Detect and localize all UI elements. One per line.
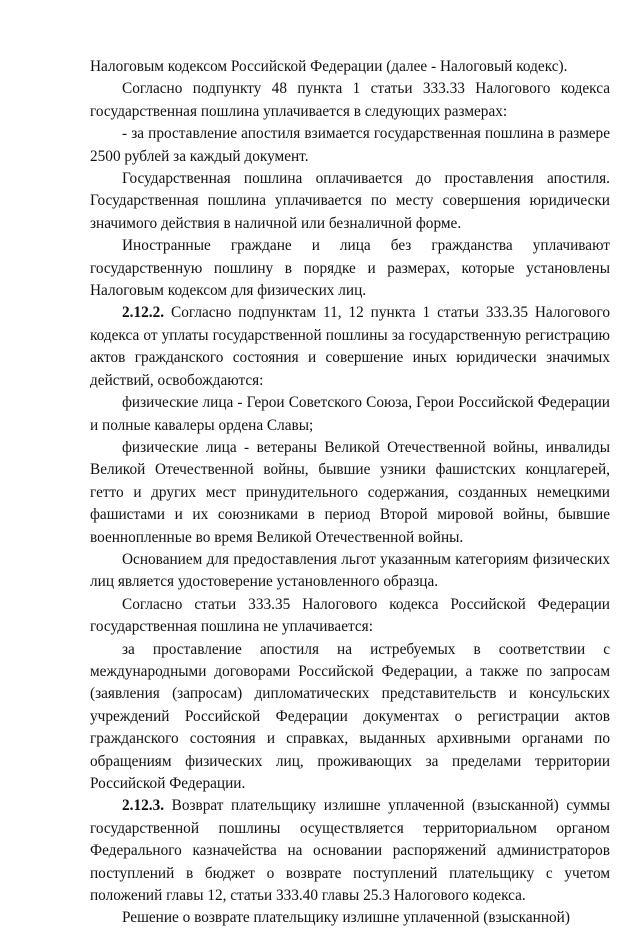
paragraph-text: Решение о возврате плательщику излишне уплаченной (взысканной)	[122, 909, 570, 927]
paragraph-8	[90, 437, 610, 549]
paragraph-10	[90, 594, 610, 639]
paragraph-text: Налоговым кодексом Российской Федерации (далее - Налоговый кодекс).	[90, 58, 568, 75]
paragraph-4	[90, 168, 610, 235]
paragraph-1	[90, 56, 610, 78]
paragraph-text: Основанием для предоставления льгот указанным категориям физических лиц является удостоверение установленного образца.	[90, 550, 610, 591]
paragraph-text: физические лица - Герои Советского Союза, Герои Российской Федерации и полные кавалеры ордена Славы;	[90, 394, 610, 434]
paragraph-7	[90, 392, 610, 437]
section-number: 2.12.2.	[122, 304, 165, 322]
paragraph-2	[90, 78, 610, 123]
paragraph-text: Возврат плательщику излишне уплаченной (взысканной) суммы государственной пошлины осуществляется территориальном органом Федерального казначейства на основании распоряжений администраторов поступлений в бюджет о возврате поступлений плательщику с учетом положений главы 12, статьи 333.40 главы 25.3 Налогового кодекса.	[90, 797, 610, 905]
paragraph-6	[90, 302, 610, 392]
paragraph-text: за проставление апостиля на истребуемых в соответствии с международными договорами Российской Федерации, а также по запросам (заявления (запросам) дипломатических представительств и консульских учреждений Российской Федерации документах о регистрации актов гражданского состояния и справках, выданных архивными органами по обращениям физических лиц, проживающих за пределами территории Российской Федерации.	[90, 640, 610, 792]
paragraph-text: Иностранные граждане и лица без гражданства уплачивают государственную пошлину в порядке и размерах, которые установлены Налоговым кодексом для физических лиц.	[90, 237, 610, 300]
paragraph-9	[90, 549, 610, 594]
paragraph-13	[90, 907, 610, 929]
paragraph-text: - за проставление апостиля взимается государственная пошлина в размере 2500 рублей за каждый документ.	[90, 125, 610, 165]
paragraph-text: Согласно подпункту 48 пункта 1 статьи 333.33 Налогового кодекса государственная пошлина уплачивается в следующих размерах:	[90, 80, 610, 120]
document-page	[90, 56, 610, 930]
paragraph-text: физические лица - ветераны Великой Отечественной войны, инвалиды Великой Отечественной войны, бывшие узники фашистских концлагерей, гетто и других мест принудительного содержания, созданных немецкими фашистами и их союзниками в период Второй мировой войны, бывшие военнопленные во время Великой Отечественной войны.	[90, 438, 610, 546]
paragraph-text: Согласно статьи 333.35 Налогового кодекса Российской Федерации государственная пошлина не уплачивается:	[90, 595, 610, 636]
section-number: 2.12.3.	[122, 797, 165, 815]
paragraph-3	[90, 123, 610, 168]
paragraph-12	[90, 795, 610, 907]
paragraph-5	[90, 235, 610, 302]
paragraph-text: Согласно подпунктам 11, 12 пункта 1 статьи 333.35 Налогового кодекса от уплаты государственной пошлины за государственную регистрацию актов гражданского состояния и совершение иных юридически значимых действий, освобождаются:	[90, 304, 610, 389]
paragraph-text: Государственная пошлина оплачивается до проставления апостиля. Государственная пошлина уплачивается по месту совершения юридически значимого действия в наличной или безналичной форме.	[90, 170, 610, 232]
paragraph-11	[90, 639, 610, 796]
